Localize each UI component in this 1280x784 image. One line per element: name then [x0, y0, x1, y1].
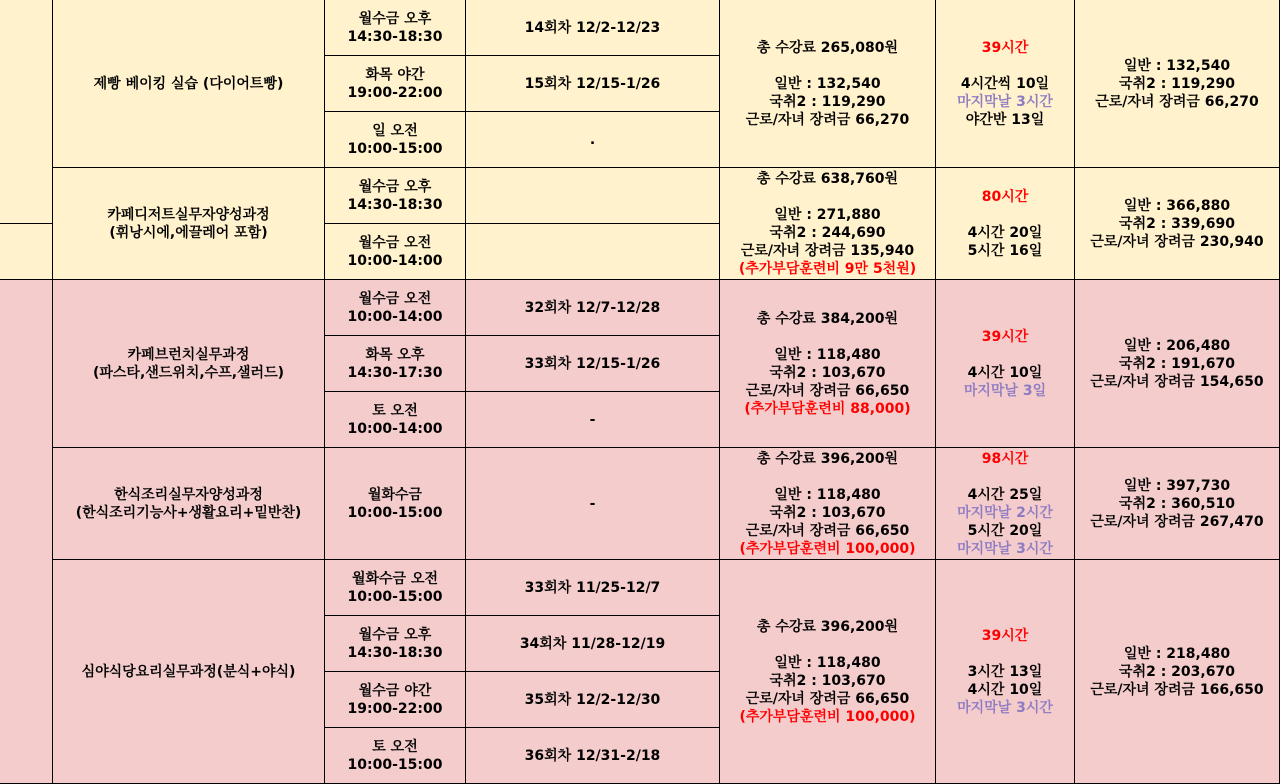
hours-line: 4시간 10일: [967, 364, 1043, 381]
payment-line: 국취2 : 119,290: [1119, 75, 1235, 92]
hours-line: 야간반 13일: [965, 111, 1045, 128]
session-round: .: [589, 131, 596, 148]
session-time-line: 토 오전: [372, 402, 418, 419]
session-round: 33회차 11/25-12/7: [524, 579, 661, 596]
session-time-cell: [325, 56, 466, 112]
session-round: 15회차 12/15-1/26: [524, 75, 661, 92]
fee-line: 일반 : 118,480: [774, 346, 881, 363]
session-round: 35회차 12/2-12/30: [524, 691, 661, 708]
session-time-line: 10:00-14:00: [347, 308, 443, 325]
session-time-cell: [325, 448, 466, 560]
fee-total: 총 수강료 638,760원: [756, 170, 899, 187]
session-time-line: 10:00-14:00: [347, 252, 443, 269]
hours-line: 5시간 20일: [967, 522, 1043, 539]
fee-extra: (추가부담훈련비 100,000): [739, 540, 916, 557]
fee-line: 근로/자녀 장려금 66,270: [745, 111, 910, 128]
hours-line: 4시간 10일: [967, 681, 1043, 698]
payment-line: 근로/자녀 장려금 230,940: [1090, 233, 1264, 250]
session-time-line: 토 오전: [372, 738, 418, 755]
session-round-cell: [466, 392, 720, 448]
session-round-cell: [466, 448, 720, 560]
hours-line: 4시간씩 10일: [960, 75, 1050, 92]
fee-extra: (추가부담훈련비 9만 5천원): [738, 260, 917, 277]
session-time-cell: [325, 168, 466, 224]
course-name-cell: [53, 448, 325, 560]
category-cell: [0, 224, 53, 280]
session-time-line: 월수금 야간: [358, 682, 432, 699]
payment-line: 일반 : 218,480: [1123, 645, 1231, 662]
fee-cell: [720, 560, 936, 784]
payment-line: 국취2 : 191,670: [1119, 355, 1235, 372]
hours-total: 39시간: [981, 328, 1029, 345]
session-round: 32회차 12/7-12/28: [524, 299, 661, 316]
payment-line: 일반 : 206,480: [1123, 337, 1231, 354]
hours-line: 4시간 20일: [967, 224, 1043, 241]
session-round: 36회차 12/31-2/18: [524, 747, 661, 764]
payment-line: 근로/자녀 장려금 154,650: [1090, 373, 1264, 390]
session-time-cell: [325, 728, 466, 784]
session-time-cell: [325, 280, 466, 336]
hours-cell: [936, 448, 1075, 560]
session-time-cell: [325, 224, 466, 280]
session-time-line: 10:00-15:00: [347, 140, 443, 157]
hours-line: 마지막날 2시간: [957, 504, 1053, 521]
session-round-cell: [466, 168, 720, 224]
session-time-line: 월화수금: [367, 486, 423, 503]
session-round: 14회차 12/2-12/23: [524, 19, 661, 36]
session-time-line: 10:00-14:00: [347, 420, 443, 437]
session-time-line: 월수금 오후: [358, 10, 432, 27]
fee-line: 일반 : 118,480: [774, 654, 881, 671]
fee-line: 일반 : 271,880: [774, 206, 881, 223]
session-time-cell: [325, 336, 466, 392]
payment-cell: [1075, 168, 1280, 280]
session-round-cell: [466, 336, 720, 392]
hours-cell: [936, 0, 1075, 168]
session-time-cell: [325, 0, 466, 56]
session-time-line: 10:00-15:00: [347, 588, 443, 605]
payment-line: 일반 : 366,880: [1123, 197, 1231, 214]
course-name-line: 제빵 베이킹 실습 (다이어트빵): [93, 75, 284, 92]
payment-line: 일반 : 397,730: [1123, 477, 1231, 494]
payment-line: 근로/자녀 장려금 267,470: [1090, 513, 1264, 530]
session-round: -: [589, 495, 596, 512]
fee-line: 근로/자녀 장려금 66,650: [745, 522, 910, 539]
session-time-line: 월수금 오후: [358, 178, 432, 195]
fee-line: 국취2 : 244,690: [769, 224, 886, 241]
session-time-line: 14:30-17:30: [347, 364, 443, 381]
fee-line: 근로/자녀 장려금 135,940: [740, 242, 915, 259]
fee-cell: [720, 0, 936, 168]
payment-line: 일반 : 132,540: [1123, 57, 1231, 74]
payment-line: 국취2 : 360,510: [1119, 495, 1235, 512]
session-round-cell: [466, 560, 720, 616]
course-name-line: 카페디저트실무자양성과정: [107, 206, 270, 223]
course-name-line: 한식조리실무자양성과정: [114, 486, 263, 503]
payment-line: 근로/자녀 장려금 66,270: [1095, 93, 1259, 110]
session-time-line: 일 오전: [372, 122, 418, 139]
fee-extra: (추가부담훈련비 88,000): [744, 400, 911, 417]
course-name-cell: [53, 0, 325, 168]
hours-line: 마지막날 3시간: [957, 699, 1053, 716]
category-cell: [0, 0, 53, 224]
fee-cell: [720, 448, 936, 560]
session-time-line: 19:00-22:00: [347, 700, 443, 717]
session-time-line: 14:30-18:30: [347, 196, 443, 213]
session-time-line: 10:00-15:00: [347, 756, 443, 773]
hours-line: 4시간 25일: [967, 486, 1043, 503]
category-cell: [0, 280, 53, 784]
session-time-line: 10:00-15:00: [347, 504, 443, 521]
fee-line: 근로/자녀 장려금 66,650: [745, 382, 910, 399]
payment-line: 국취2 : 203,670: [1119, 663, 1235, 680]
fee-line: 일반 : 132,540: [774, 75, 881, 92]
fee-line: 일반 : 118,480: [774, 486, 881, 503]
session-time-line: 화목 야간: [365, 66, 425, 83]
course-name-line: (파스타,샌드위치,수프,샐러드): [92, 364, 285, 381]
fee-extra: (추가부담훈련비 100,000): [739, 708, 916, 725]
session-time-line: 월수금 오전: [358, 234, 432, 251]
fee-cell: [720, 168, 936, 280]
session-round-cell: [466, 112, 720, 168]
course-name-line: (한식조리기능사+생활요리+밑반찬): [75, 504, 302, 521]
session-time-cell: [325, 616, 466, 672]
payment-cell: [1075, 280, 1280, 448]
session-time-cell: [325, 672, 466, 728]
course-name-line: 심야식당요리실무과정(분식+야식): [81, 663, 296, 680]
session-round-cell: [466, 0, 720, 56]
session-time-line: 월수금 오후: [358, 626, 432, 643]
hours-line: 3시간 13일: [967, 663, 1043, 680]
fee-line: 국취2 : 103,670: [769, 364, 886, 381]
hours-cell: [936, 280, 1075, 448]
session-round-cell: [466, 672, 720, 728]
fee-total: 총 수강료 396,200원: [756, 618, 899, 635]
hours-line: 마지막날 3시간: [957, 93, 1053, 110]
payment-cell: [1075, 0, 1280, 168]
fee-line: 국취2 : 103,670: [769, 672, 886, 689]
session-time-line: 14:30-18:30: [347, 28, 443, 45]
hours-total: 39시간: [981, 39, 1029, 56]
session-time-cell: [325, 392, 466, 448]
payment-cell: [1075, 560, 1280, 784]
fee-line: 국취2 : 103,670: [769, 504, 886, 521]
session-round-cell: [466, 56, 720, 112]
session-round-cell: [466, 728, 720, 784]
hours-total: 80시간: [981, 188, 1029, 205]
fee-cell: [720, 280, 936, 448]
session-round: 33회차 12/15-1/26: [524, 355, 661, 372]
session-time-line: 월수금 오전: [358, 290, 432, 307]
payment-line: 국취2 : 339,690: [1119, 215, 1235, 232]
hours-total: 98시간: [981, 450, 1029, 467]
course-name-cell: [53, 560, 325, 784]
fee-total: 총 수강료 396,200원: [756, 450, 899, 467]
course-name-line: (휘낭시에,에끌레어 포함): [109, 224, 268, 241]
fee-line: 근로/자녀 장려금 66,650: [745, 690, 910, 707]
hours-cell: [936, 560, 1075, 784]
hours-line: 마지막날 3일: [963, 382, 1047, 399]
fee-line: 국취2 : 119,290: [769, 93, 886, 110]
course-name-cell: [53, 168, 325, 280]
session-round-cell: [466, 616, 720, 672]
fee-total: 총 수강료 265,080원: [756, 39, 899, 56]
session-round: -: [589, 411, 596, 428]
session-time-cell: [325, 112, 466, 168]
hours-line: 5시간 16일: [967, 242, 1043, 259]
session-time-line: 화목 오후: [365, 346, 425, 363]
payment-line: 근로/자녀 장려금 166,650: [1090, 681, 1264, 698]
session-round-cell: [466, 224, 720, 280]
hours-cell: [936, 168, 1075, 280]
session-time-line: 14:30-18:30: [347, 644, 443, 661]
course-name-line: 카페브런치실무과정: [127, 346, 250, 363]
session-time-cell: [325, 560, 466, 616]
session-round: 34회차 11/28-12/19: [519, 635, 666, 652]
hours-line: 마지막날 3시간: [957, 540, 1053, 557]
session-time-line: 19:00-22:00: [347, 84, 443, 101]
session-time-line: 월화수금 오전: [351, 570, 439, 587]
payment-cell: [1075, 448, 1280, 560]
course-name-cell: [53, 280, 325, 448]
session-round-cell: [466, 280, 720, 336]
hours-total: 39시간: [981, 627, 1029, 644]
fee-total: 총 수강료 384,200원: [756, 310, 899, 327]
